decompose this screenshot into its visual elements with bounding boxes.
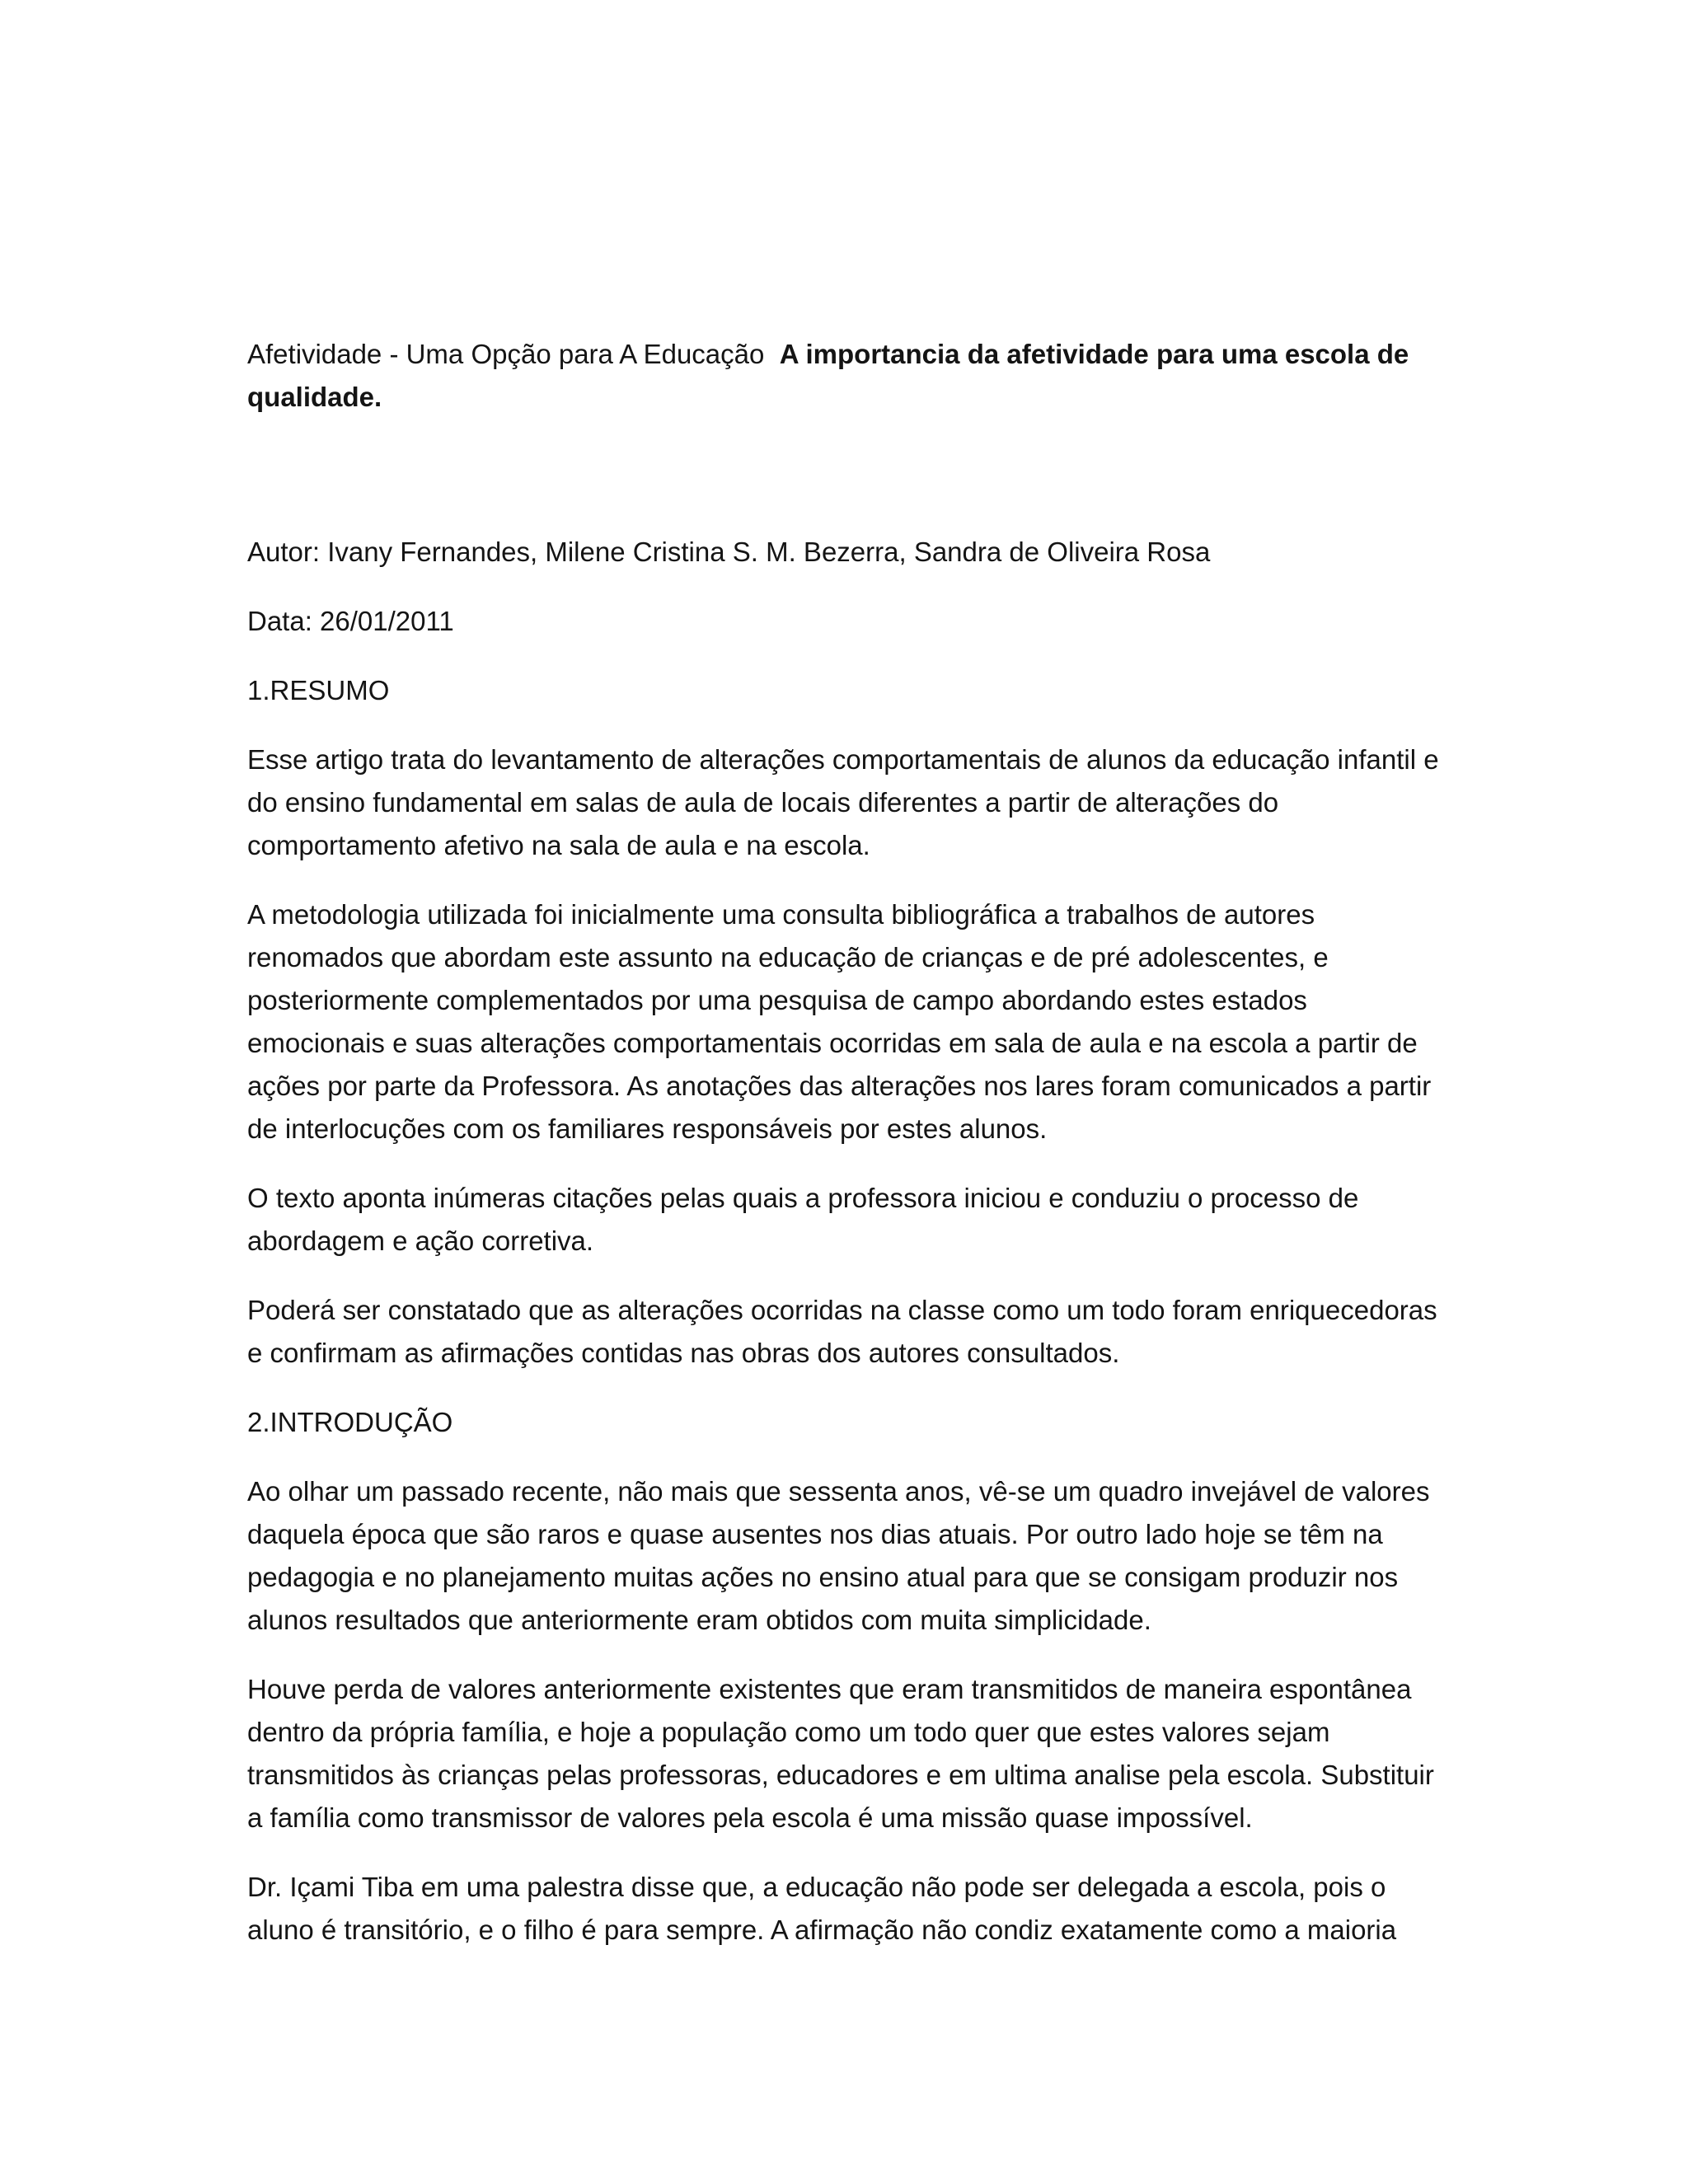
paragraph: A metodologia utilizada foi inicialmente uma consulta bibliográfica a trabalhos de autores renomados que abordam este assunto na educação de crianças e de pré adolescentes, e posteriormente complementados por uma pesquisa de campo abordando estes estados emocionais e suas alterações comportamentais ocorridas em sala de aula e na escola a partir de ações por parte da Professora. As anotações das alterações nos lares foram comunicados a partir de interlocuções com os familiares responsáveis por estes alunos.: [247, 899, 1432, 1144]
section-heading-introducao: 2.INTRODUÇÃO: [247, 1407, 453, 1437]
author-line: Autor: Ivany Fernandes, Milene Cristina S. M. Bezerra, Sandra de Oliveira Rosa: [247, 537, 1211, 567]
section-heading-resumo: 1.RESUMO: [247, 675, 390, 705]
title-bold: A importancia da afetividade para uma escola de qualidade.: [247, 339, 1409, 412]
paragraph: Poderá ser constatado que as alterações ocorridas na classe como um todo foram enriquecedoras e confirmam as afirmações contidas nas obras dos autores consultados.: [247, 1295, 1437, 1368]
title-regular: Afetividade - Uma Opção para A Educação: [247, 339, 765, 369]
paragraph: Ao olhar um passado recente, não mais que sessenta anos, vê-se um quadro invejável de valores daquela época que são raros e quase ausentes nos dias atuais. Por outro lado hoje se têm na pedagogia e no planejamento muitas ações no ensino atual para que se consigam produzir nos alunos resultados que anteriormente eram obtidos com muita simplicidade.: [247, 1476, 1430, 1635]
paragraph: Dr. Içami Tiba em uma palestra disse que, a educação não pode ser delegada a escola, pois o aluno é transitório, e o filho é para sempre. A afirmação não condiz exatamente como a maioria: [247, 1872, 1397, 1945]
paragraph: O texto aponta inúmeras citações pelas quais a professora iniciou e conduziu o processo de abordagem e ação corretiva.: [247, 1183, 1359, 1256]
paragraph: Esse artigo trata do levantamento de alterações comportamentais de alunos da educação infantil e do ensino fundamental em salas de aula de locais diferentes a partir de alterações do comportamento afetivo na sala de aula e na escola.: [247, 744, 1439, 860]
document-title: [247, 333, 1447, 419]
date-line: Data: 26/01/2011: [247, 606, 454, 636]
document-body: [247, 333, 1447, 1952]
paragraph: Houve perda de valores anteriormente existentes que eram transmitidos de maneira espontânea dentro da própria família, e hoje a população como um todo quer que estes valores sejam transmitidos às crianças pelas professoras, educadores e em ultima analise pela escola. Substituir a família como transmissor de valores pela escola é uma missão quase impossível.: [247, 1674, 1434, 1833]
